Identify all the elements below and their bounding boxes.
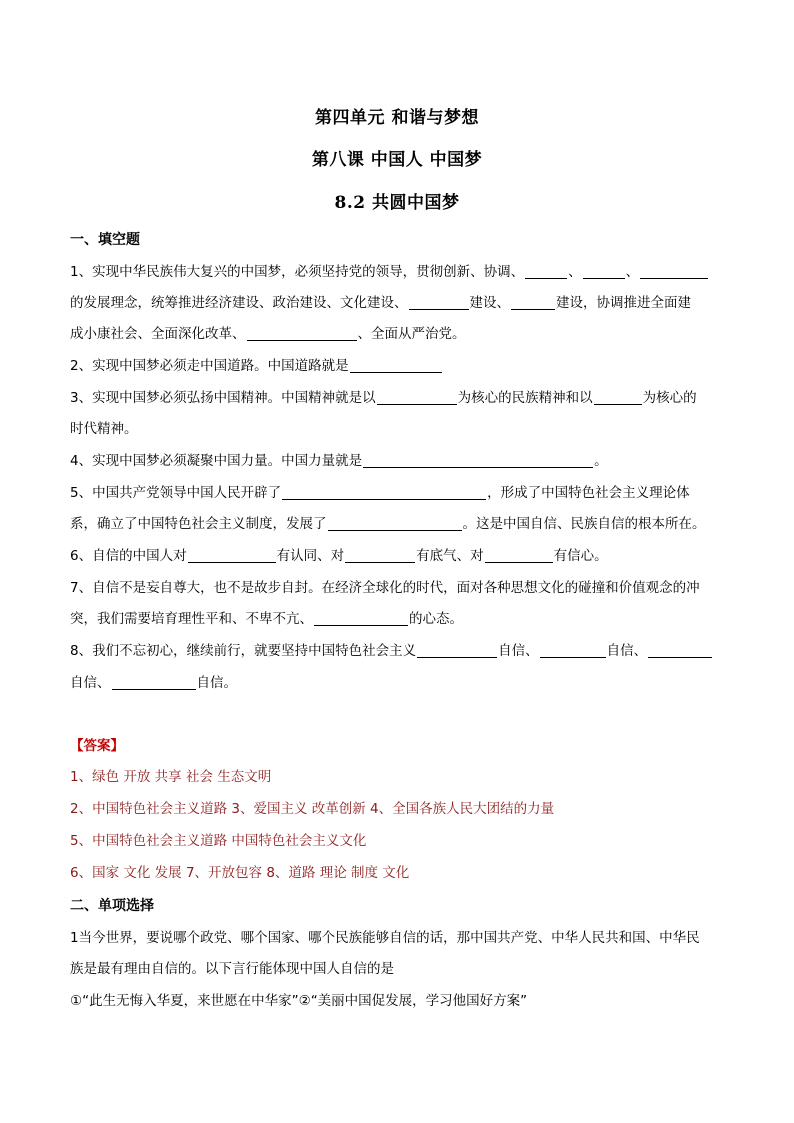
choice-question-1-line-1: 1当今世界，要说哪个政党、哪个国家、哪个民族能够自信的话，那中国共产党、中华人民共和国、中华民 (70, 930, 700, 946)
question-6: 6、自信的中国人对 有认同、对 有底气、对 有信心。 (70, 548, 608, 564)
answer-blank[interactable] (350, 358, 442, 373)
choice-question-1-line-2: 族是最有理由自信的。以下言行能体现中国人自信的是 (70, 961, 394, 977)
answer-blank[interactable] (583, 264, 625, 279)
question-5-line-2: 系，确立了中国特色社会主义制度，发展了 。这是中国自信、民族自信的根本所在。 (70, 516, 706, 532)
choice-question-1-options: ①“此生无悔入华夏，来世愿在中华家”②“美丽中国促发展，学习他国好方案” (70, 993, 528, 1009)
answer-blank[interactable] (485, 548, 553, 563)
question-5-line-1: 5、中国共产党领导中国人民开辟了 ，形成了中国特色社会主义理论体 (70, 485, 690, 501)
answer-line-1: 1、绿色 开放 共享 社会 生态文明 (70, 769, 272, 785)
answer-blank[interactable] (640, 264, 708, 279)
answer-line-2: 2、中国特色社会主义道路 3、爱国主义 改革创新 4、全国各族人民大团结的力量 (70, 801, 555, 817)
question-8-line-2: 自信、 自信。 (70, 675, 237, 691)
answer-blank[interactable] (409, 295, 469, 310)
answer-blank[interactable] (328, 516, 462, 531)
question-2: 2、实现中国梦必须走中国道路。中国道路就是 (70, 356, 730, 376)
answer-line-4: 6、国家 文化 发展 7、开放包容 8、道路 理论 制度 文化 (70, 865, 410, 881)
question-7-line-2: 突，我们需要培育理性平和、不卑不亢、 的心态。 (70, 611, 463, 627)
answer-blank[interactable] (417, 643, 497, 658)
question-7-line-1: 7、自信不是妄自尊大，也不是故步自封。在经济全球化的时代，面对各种思想文化的碰撞和价值观念的冲 (70, 580, 700, 596)
question-3-line-2: 时代精神。 (70, 421, 138, 437)
answer-line-3: 5、中国特色社会主义道路 中国特色社会主义文化 (70, 833, 367, 849)
answer-blank[interactable] (377, 390, 457, 405)
answer-blank[interactable] (525, 264, 567, 279)
answer-blank[interactable] (540, 643, 606, 658)
answers-heading: 【答案】 (70, 738, 124, 754)
fill-blank-heading: 一、填空题 (70, 232, 140, 248)
single-choice-heading: 二、单项选择 (70, 898, 154, 914)
section-title: 8.2 共圆中国梦 (334, 193, 460, 213)
answer-blank[interactable] (363, 453, 593, 468)
answer-blank[interactable] (594, 390, 642, 405)
answer-blank[interactable] (282, 485, 486, 500)
answer-blank[interactable] (345, 548, 415, 563)
question-4: 4、实现中国梦必须凝聚中国力量。中国力量就是 。 (70, 453, 608, 469)
unit-title: 第四单元 和谐与梦想 (315, 108, 479, 128)
answer-blank[interactable] (112, 675, 196, 690)
question-3-line-1: 3、实现中国梦必须弘扬中国精神。中国精神就是以 为核心的民族精神和以 为核心的 (70, 390, 697, 406)
question-1-line-2: 的发展理念，统筹推进经济建设、政治建设、文化建设、 建设、 建设，协调推进全面建 (70, 295, 691, 311)
question-1-line-1: 1、实现中华民族伟大复兴的中国梦，必须坚持党的领导，贯彻创新、协调、 、 、 (70, 262, 730, 282)
question-1-line-3: 成小康社会、全面深化改革、 、全面从严治党。 (70, 326, 466, 342)
answer-blank[interactable] (188, 548, 276, 563)
question-8-line-1: 8、我们不忘初心，继续前行，就要坚持中国特色社会主义 自信、 自信、 (70, 641, 730, 661)
answer-blank[interactable] (511, 295, 555, 310)
answer-blank[interactable] (648, 643, 712, 658)
answer-blank[interactable] (247, 326, 357, 341)
answer-blank[interactable] (314, 611, 408, 626)
lesson-title: 第八课 中国人 中国梦 (311, 150, 483, 170)
